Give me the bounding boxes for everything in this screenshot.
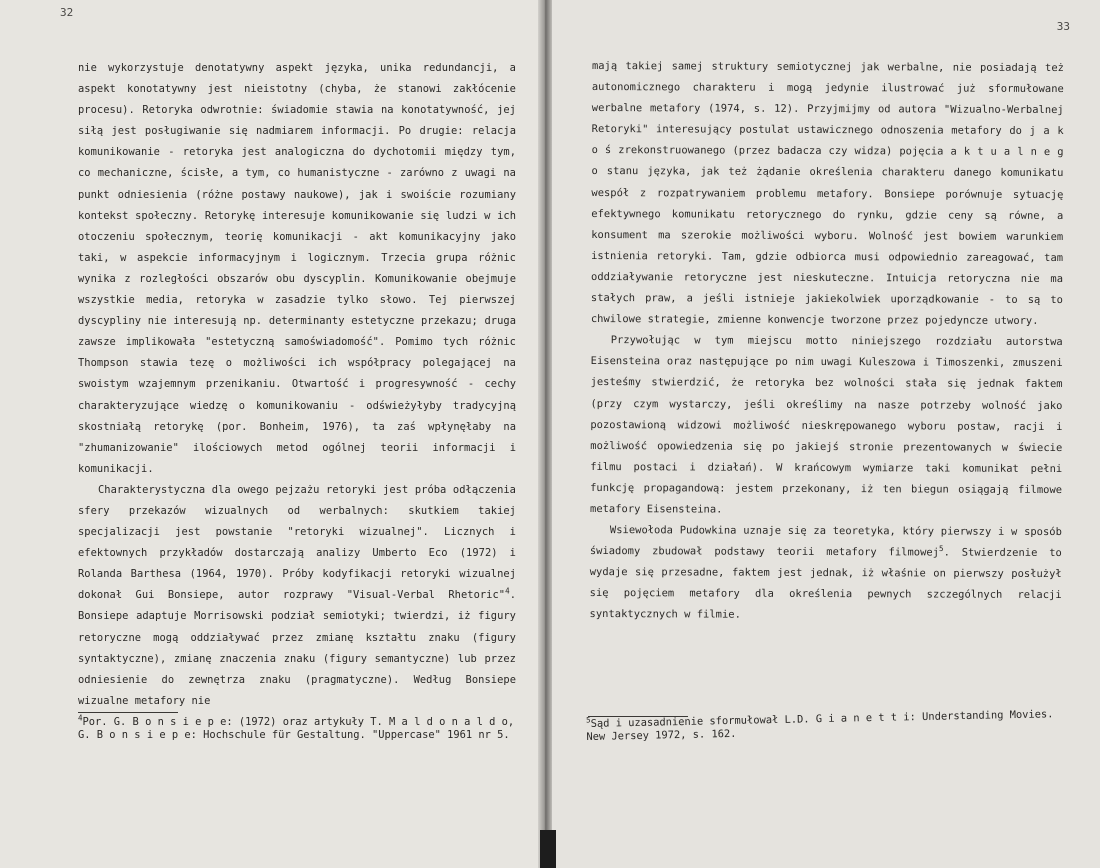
left-page [0,0,548,868]
right-page [548,0,1100,868]
right-page-body [590,56,1064,628]
book-gutter [538,0,552,868]
paragraph-text: Charakterystyczna dla owego pejzażu retoryki jest próba odłączenia sfery przekazów wizualnych od werbalnych: skutkiem takiej specjalizacji jest powstanie "retoryki wizualnej". Licznych i efektownych przykładów dostarczają analizy Umberto Eco (1972) i Rolanda Barthesa (1964, 1970). Próby kodyfikacji retoryki wizualnej dokonał Gui Bonsiepe, autor rozprawy "Visual-Verbal Rhetoric" [78,483,516,602]
gutter-shadow [540,830,556,868]
page-number-right: 33 [1056,20,1070,33]
footnote-marker: 4 [505,586,510,596]
paragraph-text: . Stwierdzenie to wydaje się przesadne, faktem jest jednak, iż właśnie on pierwszy posłużył się pojęciem metafory dla określenia pewnych szczególnych relacji syntaktycznych w filmie. [589,546,1062,622]
footnote-rule [78,712,178,713]
footnote-number: 4 [78,713,83,723]
page-number-left: 32 [60,6,74,19]
footnote-number: 5 [585,715,591,725]
footnote-marker: 5 [939,544,944,554]
paragraph: nie wykorzystuje denotatywny aspekt języka, unika redundancji, a aspekt konotatywny jest nieistotny (chyba, że stanowi zakłócenie procesu). Retoryka odwrotnie: świadomie stawia na konotatywność, jej siłą jest posługiwanie się nadmiarem informacji. Po drugie: relacja komunikowanie - retoryka jest analogiczna do dychotomii między tym, co mechaniczne, ścisłe, a tym, co humanistyczne - zarówno z uwagi na punkt odniesienia (różne postawy naukowe), jak i swoiście rozumiany kontekst społeczny. Retorykę interesuje komunikowanie się ludzi w ich otoczeniu społecznym, teorię komunikacji - akt komunikacyjny jako taki, w aspekcie informacyjnym i logicznym. Trzecia grupa różnic wynika z rozległości obszarów obu dyscyplin. Komunikowanie obejmuje wszystkie media, retoryka w zasadzie tylko słowo. Tej pierwszej dyscypliny nie interesują np. determinanty estetyczne przekazu; druga zawsze implikowała "estetyczną samoświadomość". Pomimo tych różnic Thompson stawia tezę o możliwości ich współpracy polegającej na swoistym wzajemnym przenikaniu. Otwartość i progresywność - cechy charakteryzujące wiedzę o komunikowaniu - odświeżyłyby tradycyjną skostniałą retorykę (por. Bonheim, 1976), ta zaś wpłynęłaby na "zhumanizowanie" ilościowych metod ogólnej teorii informacji i komunikacji. [78,62,516,475]
paragraph-text: . Bonsiepe adaptuje Morrisowski podział semiotyki; twierdzi, iż figury retoryczne mogą oddziaływać przez zmianę kształtu znaku (figury syntaktyczne), zmianę znaczenia znaku (figury semantyczne) lub przez odniesienie do zewnętrza znaku (pragmatyczne). Według Bonsiepe wizualne metafory nie [78,589,516,707]
paragraph [590,520,1062,628]
paragraph: mają takiej samej struktury semiotycznej jak werbalne, nie posiadają też autonomicznego charakteru i mogą jedynie ilustrować już sformułowane werbalne metafory (1974, s. 12). Przyjmijmy od autora "Wizualno-Werbalnej Retoryki" interesujący postulat ustawicznego odnoszenia metafory do j a k o ś zrekonstruowanego (przez badacza czy widza) pojęcia a k t u a l n e g o stanu języka, jak też żądanie określenia charakteru danego komunikatu wespół z rozpatrywaniem problemu metafory. Bonsiepe porównuje sytuację efektywnego komunikatu retorycznego do rynku, gdzie ceny są równe, a konsument ma szerokie możliwości wyboru. Wolność jest bowiem warunkiem istnienia retoryki. Tam, gdzie odbiorca musi odpowiednio zareagować, tam oddziaływanie retoryczne jest nieskuteczne. Intuicja retoryczna nie ma stałych praw, a jeśli istnieje jakiekolwiek uporządkowanie - to są to chwilowe strategie, zmienne konwencje tworzone przez pojedyncze utwory. [590,59,1064,328]
footnote [586,708,1066,744]
footnote-text: Por. G. B o n s i e p e: (1972) oraz artykuły T. M a l d o n a l d o, G. B o n s i e p e: Hochschule für Gestaltung. "Uppercase" 1961 nr 5. [78,716,515,741]
footnote-text: Sąd i uzasadnienie sformułował L.D. G i a n e t t i: Understanding Movies. New Jersey 1972, s. 162. [586,708,1054,743]
paragraph [78,480,516,712]
left-page-body [78,58,516,712]
footnote [78,713,518,742]
paragraph-text: Wsiewołoda Pudowkina uznaje się za teoretyka, który pierwszy i w sposób świadomy zbudował podstawy teorii metafory filmowej [589,524,1062,559]
paragraph: Przywołując w tym miejscu motto niniejszego rozdziału autorstwa Eisensteina oraz następujące po nim uwagi Kuleszowa i Timoszenki, zmuszeni jesteśmy stwierdzić, że retoryka bez wolności stała się jednak faktem (przy czym wystarczy, jeśli określimy na nasze potrzeby wolność jako pozostawioną widzowi możliwość nieskrępowanego wyboru postaw, racji i możliwość opowiedzenia się po jakiejś stronie prezentowanych w świecie filmu postaci i działań). W krańcowym wymiarze taki komunikat pełni funkcję propagandową: jestem przekonany, iż ten biegun osiągają filmowe metafory Eisensteina. [589,334,1063,516]
